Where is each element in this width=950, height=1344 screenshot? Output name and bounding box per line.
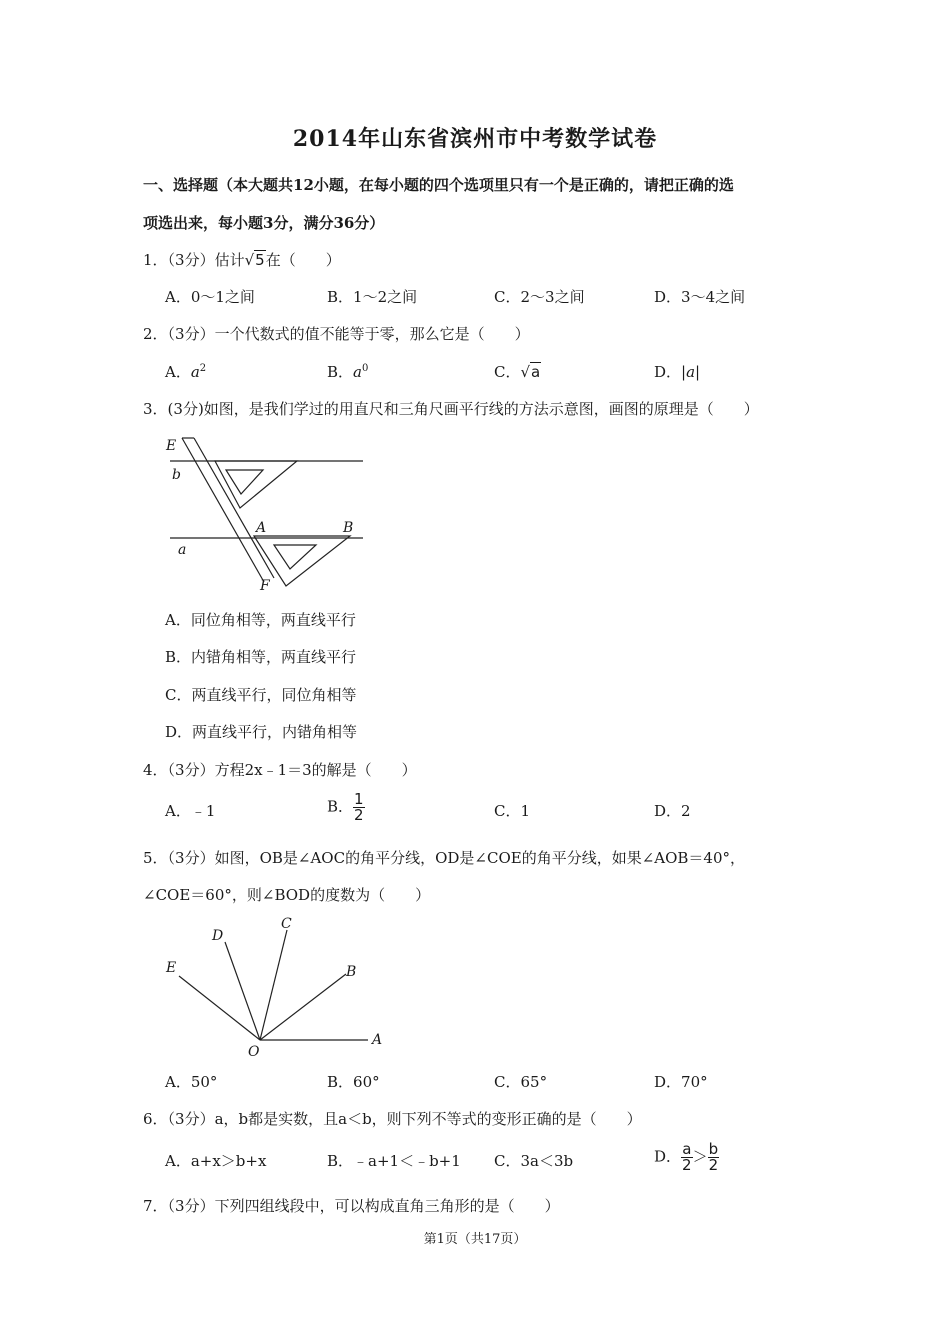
- q3-label-f: F: [260, 578, 270, 594]
- q5-option-d[interactable]: D．70°: [654, 1073, 708, 1091]
- q5-label-c: C: [281, 916, 292, 932]
- q2-option-c[interactable]: C．√a: [494, 363, 541, 381]
- q4-option-d[interactable]: D．2: [654, 802, 691, 820]
- section-heading-line2: 项选出来，每小题3分，满分36分）: [143, 214, 385, 232]
- q5-option-c[interactable]: C．65°: [494, 1073, 548, 1091]
- sqrt-5: √5: [244, 251, 265, 269]
- q5-label-b: B: [346, 964, 357, 980]
- q5-label-e: E: [166, 960, 177, 976]
- q3-option-b[interactable]: B．内错角相等，两直线平行: [165, 648, 357, 666]
- q4-option-a[interactable]: A．﹣1: [165, 802, 216, 820]
- q6-option-a[interactable]: A．a+x＞b+x: [165, 1152, 267, 1170]
- q5-label-d: D: [212, 928, 224, 944]
- q3-label-a-point: A: [256, 520, 267, 536]
- question-1-stem: 1．（3分）估计√5在（ ）: [143, 251, 341, 269]
- fraction-b-over-2: $\frac{b}{2}$: [708, 1140, 719, 1174]
- q3-label-b-line: b: [172, 467, 181, 483]
- q4-option-b[interactable]: B． $\frac{1}{2}$: [327, 790, 364, 824]
- q3-option-a[interactable]: A．同位角相等，两直线平行: [165, 611, 356, 629]
- question-4-stem: 4．（3分）方程2x﹣1＝3的解是（ ）: [143, 761, 417, 779]
- section-heading-line1: 一、选择题（本大题共12小题，在每小题的四个选项里只有一个是正确的，请把正确的选: [143, 176, 734, 194]
- q1-option-a[interactable]: A．0～1之间: [165, 288, 255, 306]
- fraction-one-half: $\frac{1}{2}$: [354, 790, 364, 824]
- fraction-a-over-2: $\frac{a}{2}$: [682, 1140, 692, 1174]
- q1-option-b[interactable]: B．1～2之间: [327, 288, 418, 306]
- q6-option-c[interactable]: C．3a＜3b: [494, 1152, 574, 1170]
- page-footer: 第1页（共17页）: [423, 1232, 527, 1247]
- sqrt-a: √a: [520, 363, 541, 381]
- page-title: 2014年山东省滨州市中考数学试卷: [292, 126, 658, 152]
- q3-option-c[interactable]: C．两直线平行，同位角相等: [165, 686, 357, 704]
- q6-option-d[interactable]: D． $\frac{a}{2}$ ＞ $\frac{b}{2}$: [654, 1140, 719, 1174]
- question-2-stem: 2．（3分）一个代数式的值不能等于零，那么它是（ ）: [143, 325, 530, 343]
- q5-figure-angles: [160, 912, 390, 1060]
- question-6-stem: 6．（3分）a，b都是实数，且a＜b，则下列不等式的变形正确的是（ ）: [143, 1110, 642, 1128]
- question-7-stem: 7．（3分）下列四组线段中，可以构成直角三角形的是（ ）: [143, 1197, 560, 1215]
- q2-option-d[interactable]: D．|a|: [654, 363, 701, 381]
- q3-figure-parallel-lines: [160, 432, 375, 594]
- q3-label-b-point: B: [343, 520, 354, 536]
- q2-option-b[interactable]: B．$a^0$: [327, 363, 369, 381]
- q2-option-a[interactable]: A．$a^2$: [165, 363, 207, 381]
- q5-option-a[interactable]: A．50°: [165, 1073, 218, 1091]
- q1-option-c[interactable]: C．2～3之间: [494, 288, 585, 306]
- q6-option-b[interactable]: B．﹣a+1＜﹣b+1: [327, 1152, 461, 1170]
- q5-label-o: O: [248, 1044, 260, 1060]
- q4-option-c[interactable]: C．1: [494, 802, 531, 820]
- q3-option-d[interactable]: D．两直线平行，内错角相等: [165, 723, 358, 741]
- q3-label-a-line: a: [178, 542, 187, 558]
- question-3-stem: 3．(3分)如图，是我们学过的用直尺和三角尺画平行线的方法示意图，画图的原理是（ ）: [143, 400, 759, 418]
- q1-option-d[interactable]: D．3～4之间: [654, 288, 746, 306]
- q5-label-a: A: [372, 1032, 383, 1048]
- question-5-stem-line1: 5．（3分）如图，OB是∠AOC的角平分线，OD是∠COE的角平分线，如果∠AOB＝40°，: [143, 849, 746, 867]
- question-5-stem-line2: ∠COE＝60°，则∠BOD的度数为（ ）: [143, 886, 431, 904]
- q5-option-b[interactable]: B．60°: [327, 1073, 380, 1091]
- q3-label-e: E: [166, 438, 177, 454]
